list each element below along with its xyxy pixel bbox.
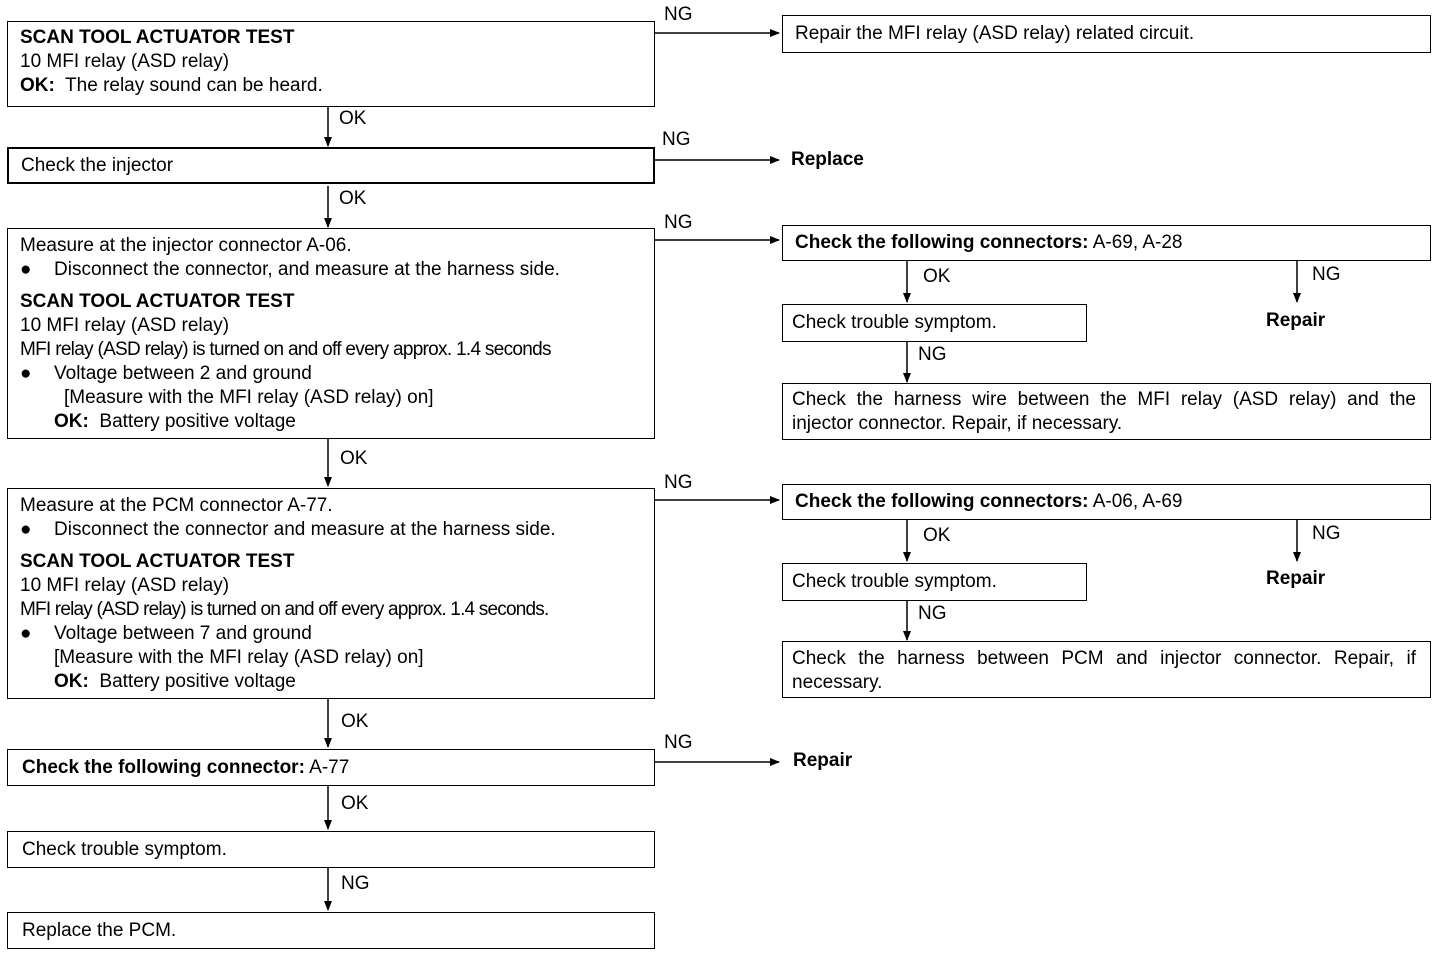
ok-label-5: OK: [341, 793, 369, 814]
ok-label-2: OK: [339, 188, 367, 209]
step1-ng-result: Repair the MFI relay (ASD relay) related circuit.: [795, 23, 1195, 44]
ng-label-3: NG: [664, 212, 693, 233]
ng-label-6: NG: [341, 873, 370, 894]
step1-ok-label: OK:: [20, 75, 55, 96]
step3-connectors-label: Check the following connectors:: [795, 232, 1089, 253]
step3-symptom: Check trouble symptom.: [792, 312, 997, 333]
step4-symptom: Check trouble symptom.: [792, 571, 997, 592]
step4-connectors-box: [782, 484, 1431, 520]
step3-ok-line: [20, 410, 642, 434]
ng-label-r1b: NG: [918, 344, 947, 365]
ng-label-2: NG: [662, 129, 691, 150]
step4-line3: 10 MFI relay (ASD relay): [20, 575, 230, 596]
step3-line5: [Measure with the MFI relay (ASD relay) on]: [64, 387, 434, 408]
ng-label-1: NG: [664, 4, 693, 25]
step2-ng-result: Replace: [791, 149, 864, 170]
bullet-icon: ●: [20, 363, 32, 384]
ng-label-r2: NG: [1312, 523, 1341, 544]
step7-box: [7, 912, 655, 949]
step4-repair: Repair: [1266, 568, 1326, 589]
step4-connectors: [795, 490, 1418, 514]
step2-box: [7, 147, 655, 184]
step6-box: [7, 831, 655, 868]
step7-text: Replace the PCM.: [22, 920, 177, 941]
ok-label-1: OK: [339, 108, 367, 129]
step3-line4: MFI relay (ASD relay) is turned on and off every approx. 1.4 seconds: [20, 339, 551, 360]
bullet-icon: ●: [20, 623, 32, 644]
step4-box: [7, 488, 655, 699]
step4-connectors-label: Check the following connectors:: [795, 491, 1089, 512]
ng-label-r2b: NG: [918, 603, 947, 624]
step1-box: [7, 21, 655, 107]
step3-symptom-box: [782, 304, 1087, 342]
step3-bullet2-row: [20, 362, 642, 386]
step5-label: Check the following connector:: [22, 757, 305, 778]
step3-bullet1-row: [20, 258, 642, 282]
step5-line: [22, 756, 642, 780]
step4-bullet1: Disconnect the connector and measure at the harness side.: [54, 519, 556, 540]
step3-connectors-value: A-69, A-28: [1092, 232, 1183, 253]
step4-bullet1-row: [20, 518, 642, 542]
step3-connectors-box: [782, 225, 1431, 261]
ng-label-4: NG: [664, 472, 693, 493]
step3-ok-text: Battery positive voltage: [99, 411, 296, 432]
step1-ng-box: [782, 15, 1431, 53]
step2-text: Check the injector: [21, 155, 174, 176]
ng-label-5: NG: [664, 732, 693, 753]
step4-bullet2: Voltage between 7 and ground: [54, 623, 312, 644]
ok-label-r2: OK: [923, 525, 951, 546]
step5-ng-result: Repair: [793, 750, 853, 771]
step4-connectors-value: A-06, A-69: [1092, 491, 1183, 512]
step5-value: A-77: [309, 757, 350, 778]
step3-title: SCAN TOOL ACTUATOR TEST: [20, 291, 295, 312]
step3-box: [7, 228, 655, 439]
step4-symptom-box: [782, 563, 1087, 601]
step3-connectors: [795, 231, 1418, 255]
ok-label-3: OK: [340, 448, 368, 469]
ok-label-r1: OK: [923, 266, 951, 287]
step6-text: Check trouble symptom.: [22, 839, 227, 860]
ok-label-4: OK: [341, 711, 369, 732]
step4-final-box: [782, 641, 1431, 698]
step3-line3: 10 MFI relay (ASD relay): [20, 315, 230, 336]
step4-line1: Measure at the PCM connector A-77.: [20, 495, 333, 516]
step1-ok-text: The relay sound can be heard.: [65, 75, 323, 96]
step1-title: SCAN TOOL ACTUATOR TEST: [20, 27, 295, 48]
step1-ok-line: [20, 74, 642, 98]
step4-final: Check the harness between PCM and injector connector. Repair, if necessary.: [792, 648, 1416, 693]
step3-bullet2: Voltage between 2 and ground: [54, 363, 312, 384]
step4-line5: [Measure with the MFI relay (ASD relay) on]: [54, 647, 424, 668]
step4-line4: MFI relay (ASD relay) is turned on and off every approx. 1.4 seconds.: [20, 599, 549, 620]
step4-ok-text: Battery positive voltage: [99, 671, 296, 692]
step3-line1: Measure at the injector connector A-06.: [20, 235, 352, 256]
step3-final-box: [782, 383, 1431, 440]
step4-title: SCAN TOOL ACTUATOR TEST: [20, 551, 295, 572]
bullet-icon: ●: [20, 519, 32, 540]
step5-box: [7, 749, 655, 786]
step3-bullet1: Disconnect the connector, and measure at the harness side.: [54, 259, 560, 280]
bullet-icon: ●: [20, 259, 32, 280]
step4-ok-label: OK:: [54, 671, 89, 692]
step3-final: Check the harness wire between the MFI relay (ASD relay) and the injector connector. Repair, if necessary.: [792, 389, 1416, 434]
step4-ok-line: [20, 670, 642, 694]
step4-bullet2-row: [20, 622, 642, 646]
step3-ok-label: OK:: [54, 411, 89, 432]
step3-repair: Repair: [1266, 310, 1326, 331]
step1-line2: 10 MFI relay (ASD relay): [20, 51, 230, 72]
ng-label-r1: NG: [1312, 264, 1341, 285]
